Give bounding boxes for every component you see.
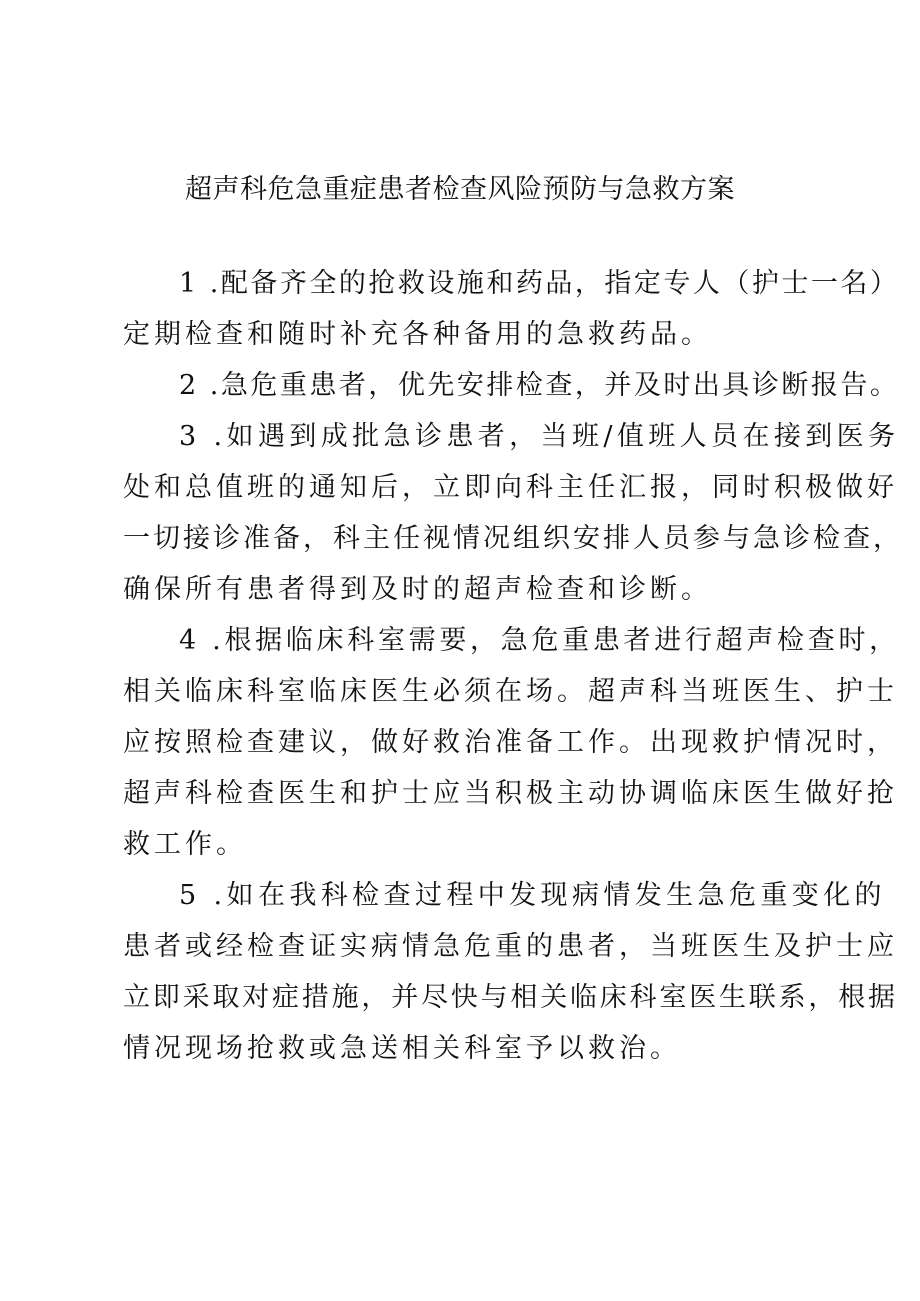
- item-4-line-5: 救工作。: [123, 829, 247, 860]
- item-3-line-4: 确保所有患者得到及时的超声检查和诊断。: [123, 574, 712, 605]
- document-body: [123, 258, 903, 1074]
- item-5-line-2: 患者或经检查证实病情急危重的患者，当班医生及护士应: [123, 931, 898, 962]
- item-3-line-1: 3 .如遇到成批急诊患者，当班/值班人员在接到医务: [179, 421, 900, 452]
- item-4-line-3: 应按照检查建议，做好救治准备工作。出现救护情况时，: [123, 727, 898, 758]
- item-2-line-1: 2 .急危重患者，优先安排检查，并及时出具诊断报告。: [179, 370, 900, 401]
- item-5-line-3: 立即采取对症措施，并尽快与相关临床科室医生联系，根据: [123, 982, 898, 1013]
- item-5-line-1: 5 .如在我科检查过程中发现病情发生急危重变化的: [179, 880, 886, 911]
- item-1-line-2: 定期检查和随时补充各种备用的急救药品。: [123, 319, 712, 350]
- item-5-line-4: 情况现场抢救或急送相关科室予以救治。: [123, 1033, 681, 1064]
- item-4-line-4: 超声科检查医生和护士应当积极主动协调临床医生做好抢: [123, 778, 898, 809]
- item-3-line-3: 一切接诊准备，科主任视情况组织安排人员参与急诊检查，: [123, 523, 903, 554]
- item-3-line-2: 处和总值班的通知后，立即向科主任汇报，同时积极做好: [123, 472, 898, 503]
- item-4-line-2: 相关临床科室临床医生必须在场。超声科当班医生、护士: [123, 676, 898, 707]
- item-4-line-1: 4 .根据临床科室需要，急危重患者进行超声检查时，: [179, 625, 900, 656]
- item-1-line-1: 1 .配备齐全的抢救设施和药品，指定专人（护士一名）: [179, 268, 900, 299]
- document-title: 超声科危急重症患者检查风险预防与急救方案: [185, 174, 735, 205]
